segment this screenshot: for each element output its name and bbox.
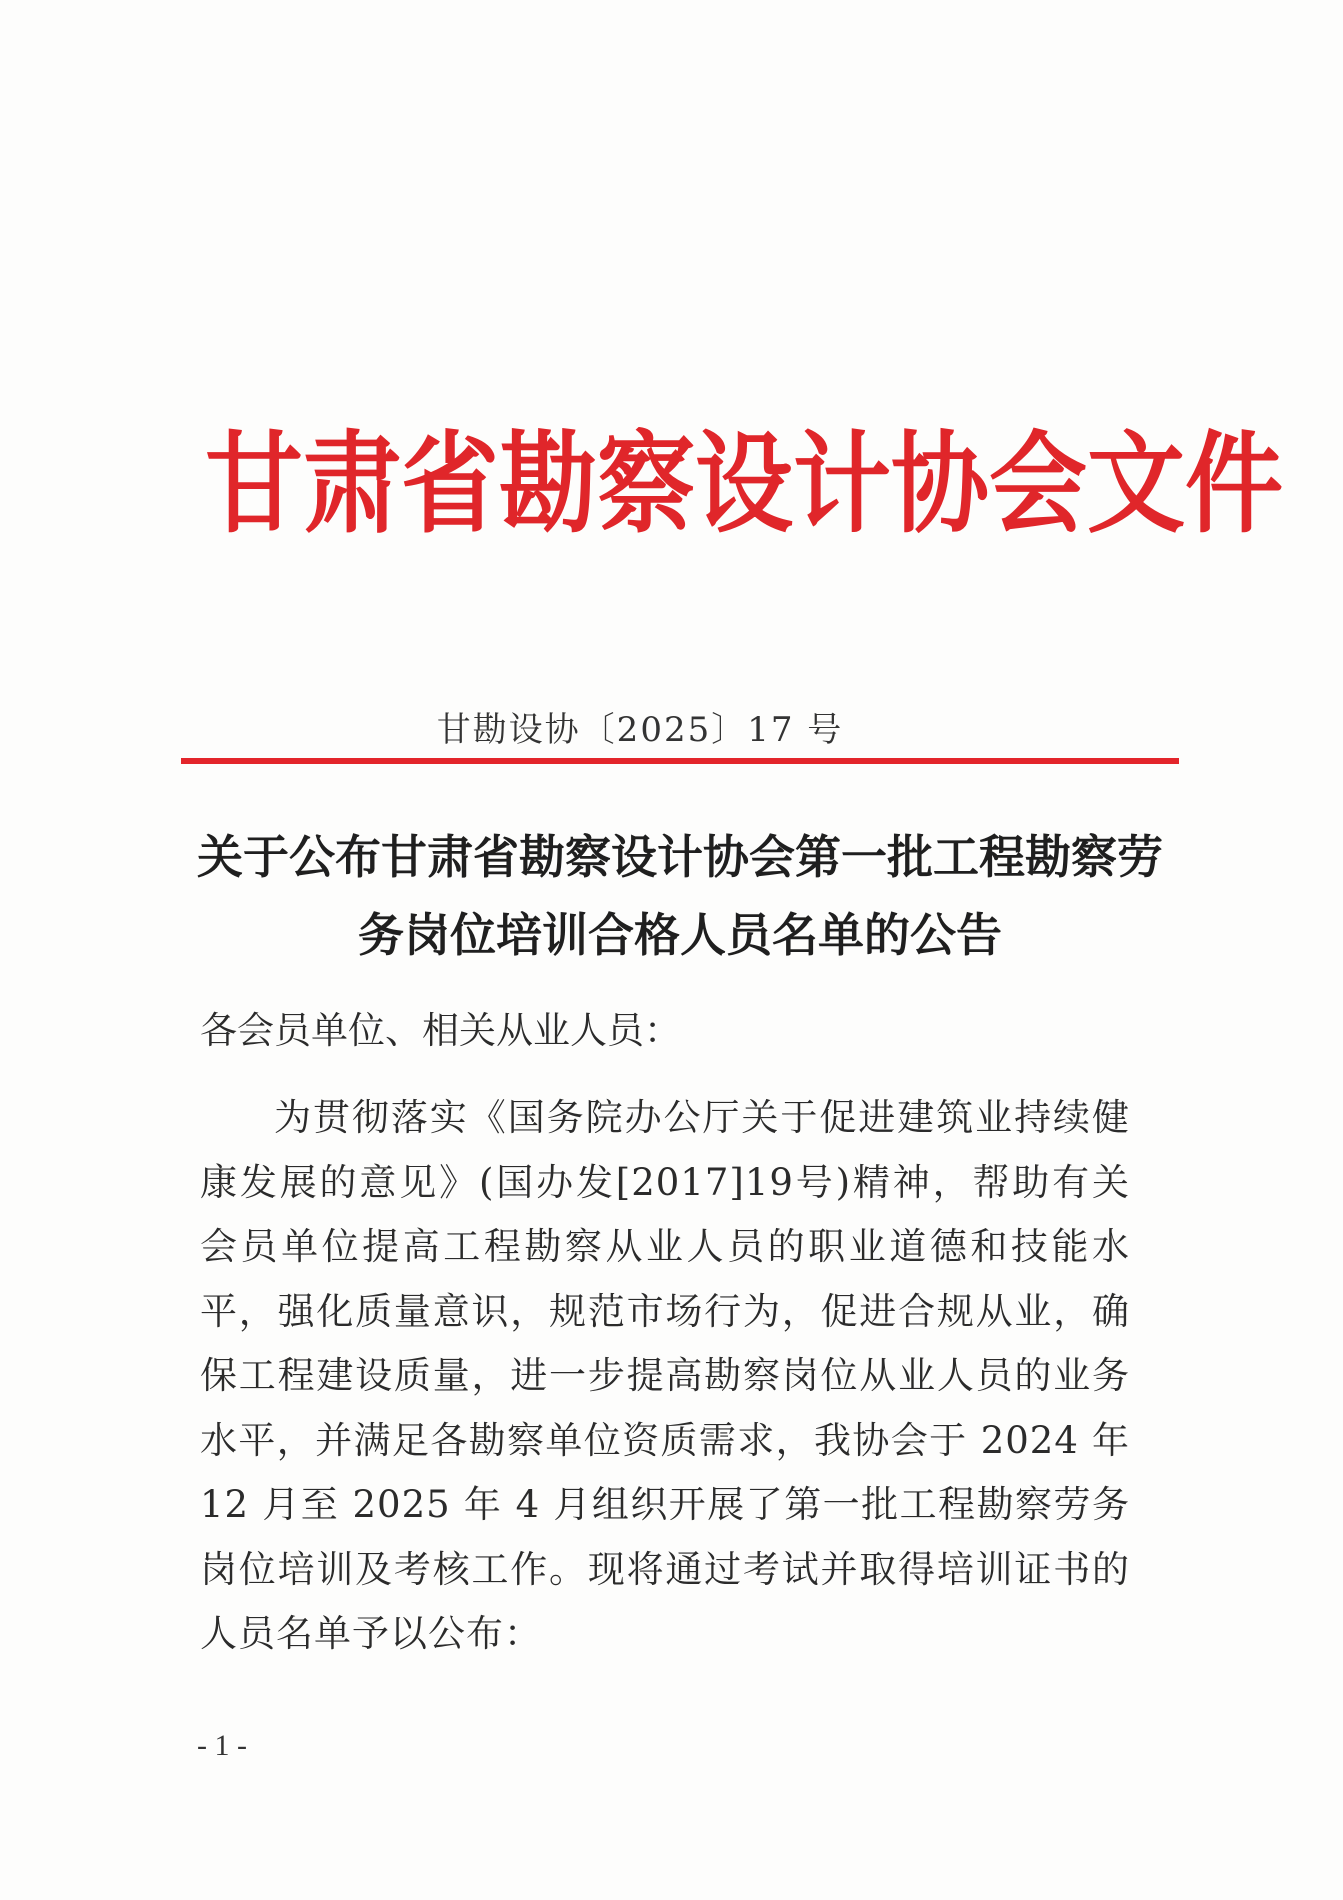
masthead-title: 甘肃省勘察设计协会文件 (205, 421, 1284, 550)
announcement-title: 关于公布甘肃省勘察设计协会第一批工程勘察劳务岗位培训合格人员名单的公告 (197, 830, 1163, 962)
red-divider-line (181, 758, 1179, 764)
salutation: 各会员单位、相关从业人员： (200, 1009, 681, 1052)
document-number: 甘勘设协〔2025〕17 号 (436, 710, 844, 750)
body-paragraph: 为贯彻落实《国务院办公厅关于促进建筑业持续健康发展的意见》(国办发[2017]19号)精神，帮助有关会员单位提高工程勘察从业人员的职业道德和技能水平，强化质量意识，规范市场行为，促进合规从业，确保工程建设质量，进一步提高勘察岗位从业人员的业务水平，并满足各勘察单位资质需求，我协会于 2024 年 12 月至 2025 年 4 月组织开展了第一批工程勘察劳务岗位培训及考核工作。现将通过考试并取得培训证书的人员名单予以公布： (200, 1096, 1130, 1655)
page-number: - 1 - (197, 1729, 247, 1762)
